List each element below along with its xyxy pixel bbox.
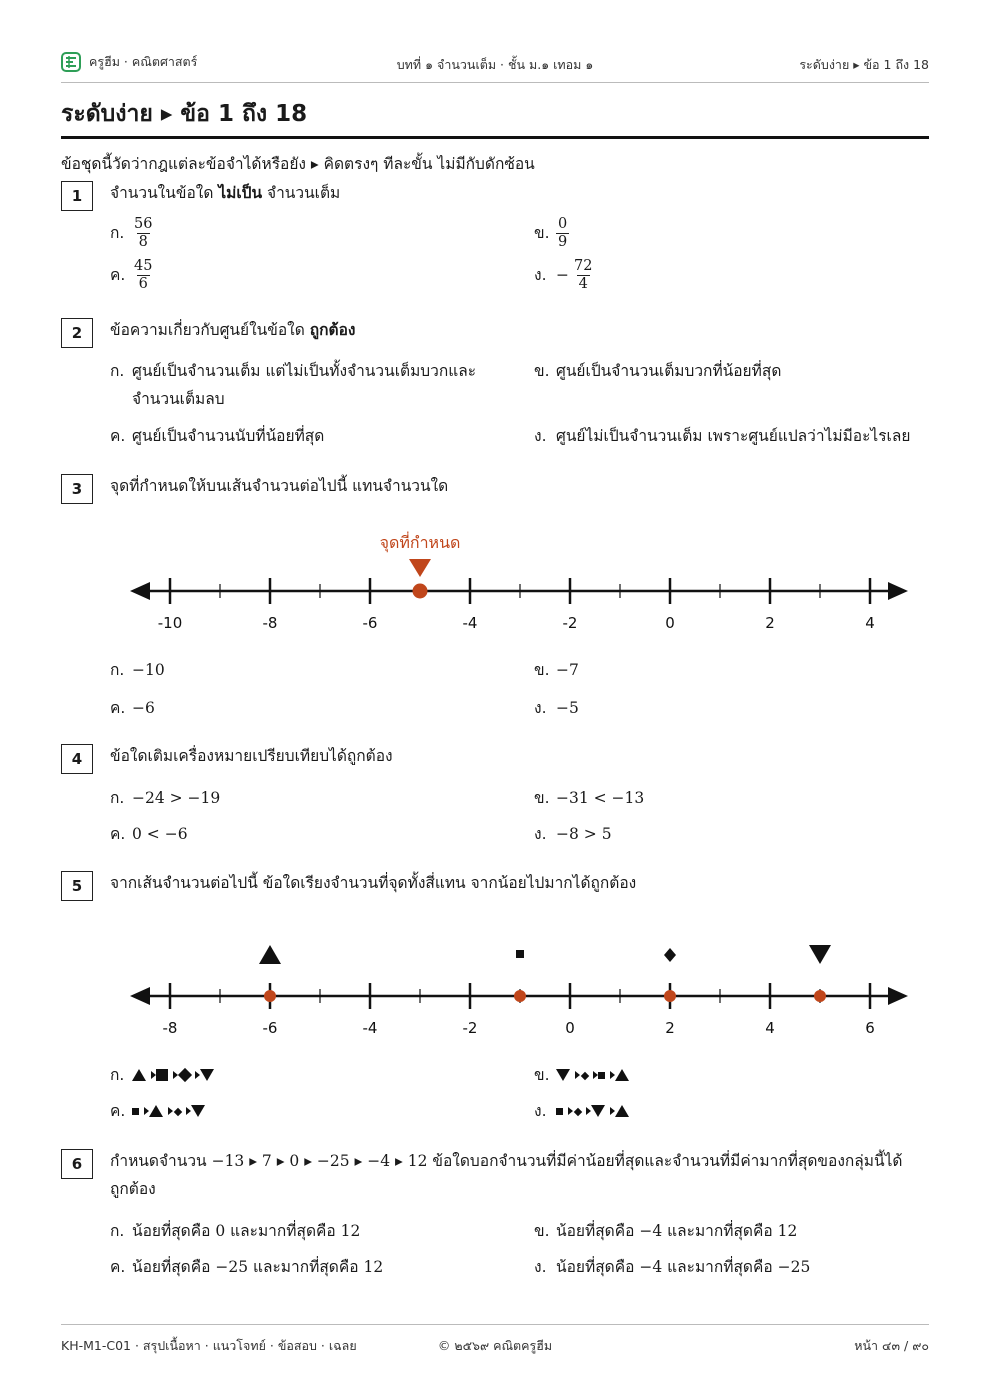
given-point: [413, 584, 428, 599]
right-arrow-icon: [888, 987, 908, 1005]
question-text: ข้อใดเติมเครื่องหมายเปรียบเทียบได้ถูกต้อง: [110, 747, 393, 765]
question-text: จุดที่กำหนดให้บนเส้นจำนวนต่อไปนี้ แทนจำนวนใด: [110, 477, 449, 495]
tick-label: 0: [665, 614, 675, 632]
page-title: ระดับง่าย ▸ ข้อ 1 ถึง 18: [61, 101, 308, 127]
triangle-up-icon: [615, 1069, 629, 1081]
option-b[interactable]: ข. ศูนย์เป็นจำนวนเต็มบวกที่น้อยที่สุด: [534, 362, 782, 380]
tick-label: -4: [462, 614, 478, 632]
point-triangle-down: [814, 990, 826, 1002]
header-brand-text: ครูฮีม · คณิตศาสตร์: [89, 54, 198, 69]
square-icon: [598, 1072, 605, 1079]
marker-triangle-icon: [409, 559, 431, 577]
option-d[interactable]: ง. ศูนย์ไม่เป็นจำนวนเต็ม เพราะศูนย์แปลว่าไม่มีอะไรเลย: [534, 427, 911, 445]
left-arrow-icon: [130, 987, 150, 1005]
header-level: ระดับง่าย ▸ ข้อ 1 ถึง 18: [799, 57, 929, 72]
square-icon: [132, 1108, 139, 1115]
option-c[interactable]: ค. $\frac{45}{6}$: [110, 258, 153, 292]
tick-label: -2: [462, 1019, 478, 1037]
option-b[interactable]: ข.: [534, 1061, 629, 1089]
option-d[interactable]: ง. −8 > 5: [534, 825, 612, 843]
tick-label: -10: [157, 614, 183, 632]
option-c[interactable]: ค. ศูนย์เป็นจำนวนนับที่น้อยที่สุด: [110, 427, 325, 445]
footer-left: KH-M1-C01 · สรุปเนื้อหา · แนวโจทย์ · ข้อสอบ · เฉลย: [61, 1338, 357, 1353]
tick-label: -2: [562, 614, 578, 632]
option-c[interactable]: ค. −6: [110, 699, 155, 717]
right-arrow-icon: [888, 582, 908, 600]
option-b[interactable]: ข. น้อยที่สุดคือ −4 และมากที่สุดคือ 12: [534, 1222, 798, 1240]
tick-label: -6: [262, 1019, 278, 1037]
header-divider: [61, 82, 929, 83]
option-a[interactable]: ก. $\frac{56}{8}$: [110, 216, 153, 250]
separator-arrow-icon: [575, 1071, 580, 1079]
tick-label: 2: [765, 614, 775, 632]
option-d[interactable]: ง.: [534, 1097, 629, 1125]
title-divider: [61, 136, 929, 139]
option-a[interactable]: ก. น้อยที่สุดคือ 0 และมากที่สุดคือ 12: [110, 1222, 361, 1240]
triangle-up-icon: [259, 945, 281, 964]
tick-label: 4: [765, 1019, 775, 1037]
triangle-down-icon: [200, 1069, 214, 1081]
question-number: 4: [61, 744, 93, 774]
square-icon: [156, 1069, 168, 1081]
triangle-down-icon: [556, 1069, 570, 1081]
square-icon: [516, 950, 524, 958]
triangle-up-icon: [615, 1105, 629, 1117]
tick-label: 4: [865, 614, 875, 632]
point-square: [514, 990, 526, 1002]
tick-label: -8: [262, 614, 278, 632]
question-number: 1: [61, 181, 93, 211]
given-point-label: จุดที่กำหนด: [379, 533, 461, 552]
question-number: 5: [61, 871, 93, 901]
header-chapter: บทที่ ๑ จำนวนเต็ม · ชั้น ม.๑ เทอม ๑: [396, 57, 594, 72]
triangle-down-icon: [591, 1105, 605, 1117]
diamond-icon: [581, 1072, 589, 1080]
tick-label: 2: [665, 1019, 675, 1037]
option-b[interactable]: ข. −31 < −13: [534, 789, 645, 807]
intro-text: ข้อชุดนี้วัดว่ากฎแต่ละข้อจำได้หรือยัง ▸ คิดตรงๆ ทีละขั้น ไม่มีกับดักซ้อน: [61, 155, 535, 173]
number-line-q5: [120, 925, 920, 1045]
diamond-icon: [574, 1108, 582, 1116]
diamond-icon: [664, 948, 676, 962]
option-a[interactable]: ก. −10: [110, 661, 165, 679]
tick-label: -6: [362, 614, 378, 632]
option-c[interactable]: ค. 0 < −6: [110, 825, 188, 843]
option-b[interactable]: ข. $\frac{0}{9}$: [534, 216, 568, 250]
diamond-icon: [174, 1108, 182, 1116]
tick-label: 6: [865, 1019, 875, 1037]
separator-arrow-icon: [568, 1107, 573, 1115]
question-text: ข้อความเกี่ยวกับศูนย์ในข้อใด ถูกต้อง: [110, 321, 356, 339]
question-number: 3: [61, 474, 93, 504]
option-a[interactable]: ก.: [110, 1061, 214, 1089]
footer-divider: [61, 1324, 929, 1325]
option-c[interactable]: ค.: [110, 1097, 205, 1125]
question-text: จำนวนในข้อใด ไม่เป็น จำนวนเต็ม: [110, 184, 341, 202]
left-arrow-icon: [130, 582, 150, 600]
triangle-up-icon: [149, 1105, 163, 1117]
option-d[interactable]: ง. น้อยที่สุดคือ −4 และมากที่สุดคือ −25: [534, 1258, 811, 1276]
footer-page-number: หน้า ๔๓ / ๙๐: [854, 1338, 929, 1353]
question-text: กำหนดจำนวน −13 ▸ 7 ▸ 0 ▸ −25 ▸ −4 ▸ 12 ข้อใดบอกจำนวนที่มีค่าน้อยที่สุดและจำนวนที่มีค่ามากที่สุดของกลุ่มนี้ได้ ถูกต้อง: [110, 1152, 903, 1198]
footer-center: © ๒๕๖๙ คณิตครูฮีม: [437, 1338, 553, 1353]
option-b[interactable]: ข. −7: [534, 661, 579, 679]
option-c[interactable]: ค. น้อยที่สุดคือ −25 และมากที่สุดคือ 12: [110, 1258, 384, 1276]
option-a[interactable]: ก. −24 > −19: [110, 789, 221, 807]
triangle-down-icon: [809, 945, 831, 964]
option-d[interactable]: ง. −5: [534, 699, 579, 717]
square-icon: [556, 1108, 563, 1115]
question-number: 2: [61, 318, 93, 348]
separator-arrow-icon: [168, 1107, 173, 1115]
tick-label: -4: [362, 1019, 378, 1037]
question-text: จากเส้นจำนวนต่อไปนี้ ข้อใดเรียงจำนวนที่จุดทั้งสี่แทน จากน้อยไปมากได้ถูกต้อง: [110, 874, 637, 892]
tick-label: 0: [565, 1019, 575, 1037]
question-number: 6: [61, 1149, 93, 1179]
point-diamond: [664, 990, 676, 1002]
option-d[interactable]: ง. − $\frac{72}{4}$: [534, 258, 593, 292]
option-a[interactable]: ก. ศูนย์เป็นจำนวนเต็ม แต่ไม่เป็นทั้งจำนวนเต็มบวกและ จำนวนเต็มลบ: [110, 362, 477, 408]
point-triangle-up: [264, 990, 276, 1002]
tick-label: -8: [162, 1019, 178, 1037]
triangle-down-icon: [191, 1105, 205, 1117]
triangle-up-icon: [132, 1069, 146, 1081]
diamond-icon: [178, 1068, 192, 1082]
number-line-q3: [120, 520, 920, 640]
